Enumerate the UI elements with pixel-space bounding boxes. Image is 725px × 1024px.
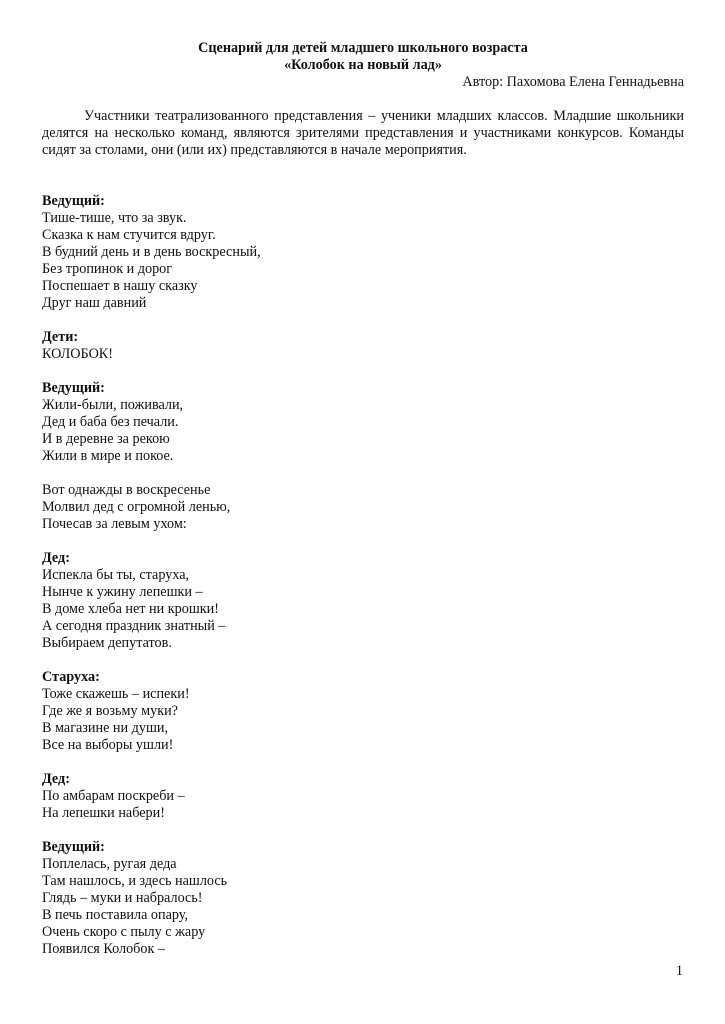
script-body: [42, 193, 684, 958]
dialogue-line: Испекла бы ты, старуха,: [42, 567, 190, 583]
speaker-name: Старуха:: [42, 669, 100, 685]
dialogue-line: Жили-были, поживали,: [42, 397, 184, 413]
speaker-name: Дед:: [42, 771, 70, 787]
dialogue-line: Почесав за левым ухом:: [42, 516, 187, 532]
dialogue-line: Без тропинок и дорог: [42, 261, 173, 277]
dialogue-line: Появился Колобок –: [42, 941, 166, 957]
dialogue-line: По амбарам поскреби –: [42, 788, 185, 804]
dialogue-line: И в деревне за рекою: [42, 431, 170, 447]
dialogue-line: В печь поставила опару,: [42, 907, 189, 923]
dialogue-line: Там нашлось, и здесь нашлось: [42, 873, 228, 889]
document-page: [42, 40, 684, 958]
speaker-name: Ведущий:: [42, 839, 105, 855]
speaker-name: Дети:: [42, 329, 79, 345]
dialogue-line: Молвил дед с огромной ленью,: [42, 499, 231, 515]
dialogue-line: Жили в мире и покое.: [42, 448, 174, 464]
dialogue-block: [42, 550, 684, 652]
dialogue-block: [42, 839, 684, 958]
dialogue-line: Все на выборы ушли!: [42, 737, 174, 753]
dialogue-line: Очень скоро с пылу с жару: [42, 924, 206, 940]
author-line: Автор: Пахомова Елена Геннадьевна: [462, 74, 684, 90]
dialogue-line: Поплелась, ругая деда: [42, 856, 177, 872]
title-line-2: «Колобок на новый лад»: [284, 57, 442, 73]
dialogue-line: В будний день и в день воскресный,: [42, 244, 261, 260]
speaker-name: Ведущий:: [42, 380, 105, 396]
dialogue-line: Друг наш давний: [42, 295, 147, 311]
page-number: 1: [675, 963, 683, 979]
dialogue-line: Вот однажды в воскресенье: [42, 482, 211, 498]
dialogue-line: В магазине ни души,: [42, 720, 169, 736]
speaker-name: Дед:: [42, 550, 70, 566]
dialogue-line: На лепешки набери!: [42, 805, 165, 821]
dialogue-block: [42, 380, 684, 465]
dialogue-line: Выбираем депутатов.: [42, 635, 172, 651]
dialogue-block: [42, 482, 684, 533]
dialogue-line: Тише-тише, что за звук.: [42, 210, 187, 226]
dialogue-line: Сказка к нам стучится вдруг.: [42, 227, 216, 243]
dialogue-line: Нынче к ужину лепешки –: [42, 584, 203, 600]
dialogue-line: В доме хлеба нет ни крошки!: [42, 601, 219, 617]
dialogue-line: Глядь – муки и набралось!: [42, 890, 203, 906]
dialogue-block: [42, 193, 684, 312]
dialogue-block: [42, 329, 684, 363]
dialogue-line: А сегодня праздник знатный –: [42, 618, 226, 634]
speaker-name: Ведущий:: [42, 193, 105, 209]
dialogue-line: Дед и баба без печали.: [42, 414, 179, 430]
intro-paragraph: Участники театрализованного представления – ученики младших классов. Младшие школьники делятся на несколько команд, являются зрителями представления и участниками конкурсов. Команды сидят за столами, они (или их) представляются в начале мероприятия.: [42, 108, 684, 158]
title-line-1: Сценарий для детей младшего школьного возраста: [198, 40, 528, 56]
dialogue-line: КОЛОБОК!: [42, 346, 113, 362]
dialogue-block: [42, 669, 684, 754]
dialogue-line: Тоже скажешь – испеки!: [42, 686, 190, 702]
dialogue-line: Поспешает в нашу сказку: [42, 278, 198, 294]
dialogue-block: [42, 771, 684, 822]
dialogue-line: Где же я возьму муки?: [42, 703, 178, 719]
